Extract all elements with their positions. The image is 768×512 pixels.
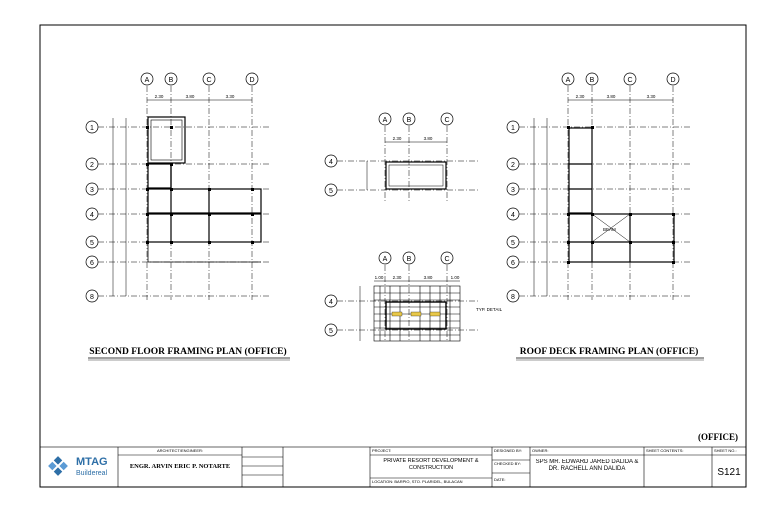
logo-text: MTAG	[76, 456, 108, 468]
second-floor-plan	[86, 73, 290, 360]
plan-title: SECOND FLOOR FRAMING PLAN (OFFICE)	[89, 347, 287, 357]
dim-label: 2.30	[575, 94, 585, 99]
owner-name: SPS MR. EDWARD JARED DALIDA & DR. RACHELL ANN DALIDA	[535, 459, 639, 473]
dim-label: 2.30	[392, 136, 402, 141]
sheet-contents-header: SHEET CONTENTS:	[646, 448, 684, 453]
owner-name-box	[531, 459, 643, 479]
grid-col-label: C	[444, 256, 450, 263]
grid-col-label: A	[382, 117, 388, 124]
grid-col-label: C	[444, 117, 450, 124]
roof-deck-plan	[507, 73, 704, 360]
grid-row-label: 5	[329, 188, 333, 195]
dim-label: 3.80	[423, 275, 433, 280]
grid-row-label: 2	[511, 162, 515, 169]
dim-label: 3.80	[185, 94, 195, 99]
dim-label: 3.80	[423, 136, 433, 141]
grid-row-label: 3	[511, 187, 515, 194]
grid-row-label: 1	[90, 125, 94, 132]
project-header: PROJECT:	[372, 448, 392, 453]
grid-row-label: 6	[90, 260, 94, 267]
logo-subtext: Buildereal	[76, 470, 108, 477]
grid-row-label: 8	[511, 294, 515, 301]
grid-row-label: 2	[90, 162, 94, 169]
dim-label: 1.00	[374, 275, 384, 280]
grid-col-label: B	[406, 117, 412, 124]
mid-top-plan	[325, 113, 478, 202]
grid-col-label: A	[565, 77, 571, 84]
dim-label: 2.30	[392, 275, 402, 280]
dim-label: 1.00	[450, 275, 460, 280]
sheet-label: (OFFICE)	[698, 432, 738, 442]
dim-label: 3.80	[606, 94, 616, 99]
grid-row-label: 3	[90, 187, 94, 194]
grid-row-label: 5	[329, 328, 333, 335]
grid-row-label: 4	[329, 299, 333, 306]
architect-name: ENGR. ARVIN ERIC P. NOTARTE	[129, 463, 231, 470]
project-name: PRIVATE RESORT DEVELOPMENT & CONSTRUCTION	[383, 458, 479, 471]
grid-row-label: 5	[511, 240, 515, 247]
checked-label: CHECKED BY:	[494, 461, 521, 466]
grid-row-label: 4	[511, 212, 515, 219]
grid-row-label: 4	[90, 212, 94, 219]
grid-row-label: 4	[329, 159, 333, 166]
grid-row-label: 5	[90, 240, 94, 247]
grid-col-label: B	[168, 77, 174, 84]
plan-title: ROOF DECK FRAMING PLAN (OFFICE)	[519, 347, 699, 357]
grid-col-label: A	[144, 77, 150, 84]
grid-col-bubbles	[141, 73, 258, 85]
mtag-logo	[48, 456, 68, 476]
grid-col-label: D	[249, 77, 255, 84]
sheet-number: S121	[717, 467, 741, 478]
project-name-box	[372, 458, 490, 476]
grid-col-label: B	[589, 77, 595, 84]
mid-bottom-plan	[325, 252, 503, 342]
grid-col-label: C	[627, 77, 633, 84]
project-location: LOCATION: BARPIO, STO. PLARIDEL, BULACAN	[372, 479, 463, 484]
dim-label: 3.30	[646, 94, 656, 99]
checked-label: DESIGNED BY:	[494, 448, 523, 453]
detail-note: TYP. DETAIL	[476, 307, 503, 312]
grid-row-label: 1	[511, 125, 515, 132]
architect-header: ARCHITECT/ENGINEER:	[156, 448, 204, 453]
sheet-border	[40, 25, 746, 487]
grid-col-label: A	[382, 256, 388, 263]
grid-col-label: C	[206, 77, 212, 84]
grid-row-label: 8	[90, 294, 94, 301]
owner-header: OWNER:	[532, 448, 549, 453]
sheet-no-header: SHEET NO.:	[714, 448, 737, 453]
dim-label: 2.30	[154, 94, 164, 99]
grid-col-label: B	[406, 256, 412, 263]
grid-row-label: 6	[511, 260, 515, 267]
checked-label: DATE:	[494, 477, 506, 482]
grid-col-label: D	[670, 77, 676, 84]
dim-label: 3.30	[225, 94, 235, 99]
plan-note: BEAM	[603, 227, 616, 232]
